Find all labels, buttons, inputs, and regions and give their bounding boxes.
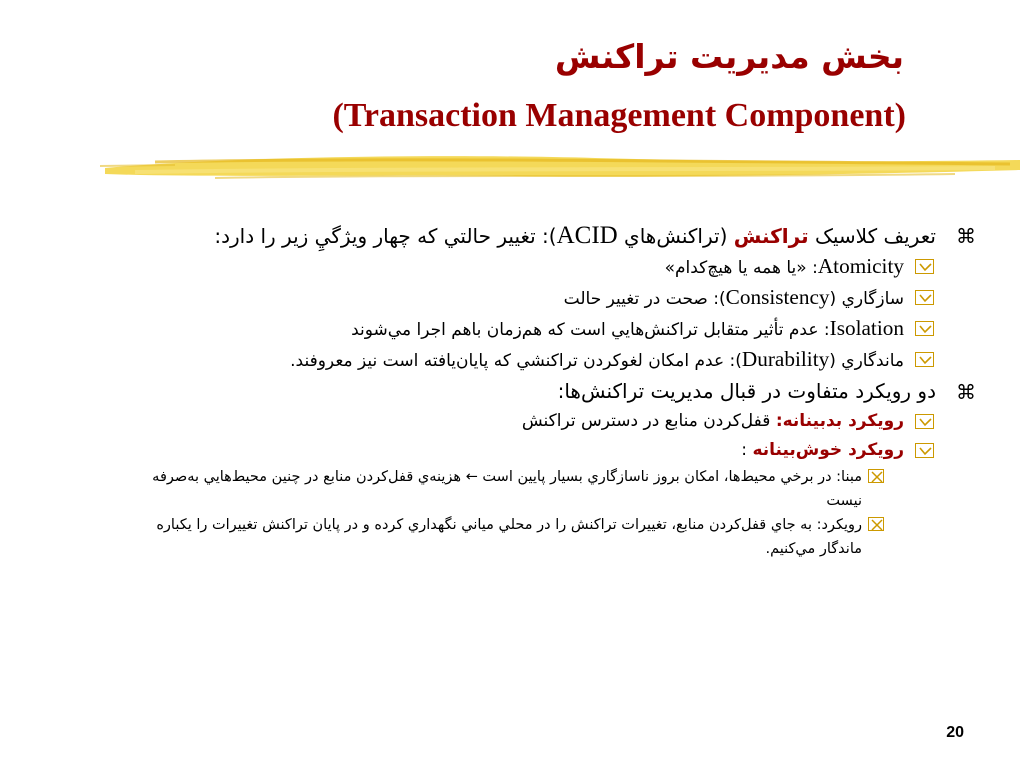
bullet-durability — [124, 345, 904, 376]
isolation-term: Isolation — [829, 316, 904, 340]
optimistic-text: : — [741, 440, 753, 460]
z-bullet-icon: ⌘ — [956, 380, 976, 404]
isolation-desc: : عدم تأثير متقابل تراكنش‌هايي است كه هم‌زمان باهم اجرا مي‌شوند — [351, 320, 830, 340]
checkbox-tick-icon — [915, 321, 934, 336]
bullet-optimistic-approach — [124, 513, 862, 561]
bullet-pessimistic — [124, 407, 904, 436]
optimistic-label: رويكرد خوش‌بينانه — [752, 440, 904, 460]
checkbox-tick-icon — [915, 352, 934, 367]
bullet-optimistic-basis — [124, 465, 862, 513]
consistency-term: Consistency — [725, 285, 830, 309]
acid-acronym: ACID — [556, 222, 618, 249]
durability-pre: ماندگاري ( — [829, 351, 904, 371]
bullet-acid-definition — [124, 220, 976, 252]
durability-desc: ): عدم امكان لغوكردن تراكنشي كه پايان‌يافته است نيز معروفند. — [290, 351, 742, 371]
acid-suffix-text: ): تغيير حالتي كه چهار ويژگيِ زير را دارد: — [214, 224, 557, 248]
checkbox-tick-icon — [915, 290, 934, 305]
optimistic-approach-text: رويكرد: به جاي قفل‌كردن منابع، تغييرات تراكنش را در محلي مياني نگهداري كرده و در پايان تراكنش تغييرات را يكباره ماندگار مي‌كنيم. — [156, 517, 862, 557]
checkbox-x-icon — [868, 469, 884, 483]
slide-title-persian: بخش مديريت تراكنش — [554, 37, 904, 76]
bullet-optimistic — [124, 436, 904, 465]
approaches-heading: دو رويكرد متفاوت در قبال مديريت تراكنش‌ها: — [557, 379, 936, 403]
pessimistic-text: قفل‌كردن منابع در دسترس تراكنش — [521, 411, 776, 431]
acid-highlight-term: تراكنش — [733, 224, 809, 248]
bullet-isolation — [124, 314, 904, 345]
atomicity-desc: : «يا همه يا هيچ‌كدام» — [664, 258, 818, 278]
consistency-desc: ): صحت در تغيير حالت — [563, 289, 726, 309]
checkbox-x-icon — [868, 517, 884, 531]
yellow-brush-divider — [95, 148, 1024, 188]
slide-content — [124, 220, 984, 561]
atomicity-term: Atomicity — [817, 254, 904, 278]
checkbox-tick-icon — [915, 259, 934, 274]
pessimistic-label: رويكرد بدبينانه: — [775, 411, 904, 431]
checkbox-tick-icon — [915, 414, 934, 429]
bullet-atomicity — [124, 252, 904, 283]
durability-term: Durability — [741, 347, 830, 371]
consistency-pre: سازگاري ( — [829, 289, 904, 309]
page-number: 20 — [946, 724, 964, 741]
checkbox-tick-icon — [915, 443, 934, 458]
bullet-approaches — [124, 376, 976, 407]
bullet-consistency — [124, 283, 904, 314]
acid-mid-text: (تراكنش‌هاي — [617, 224, 734, 248]
slide-title-english: (Transaction Management Component) — [332, 97, 906, 134]
z-bullet-icon: ⌘ — [956, 224, 976, 248]
optimistic-basis-text: مبنا: در برخي محيط‌ها، امكان بروز ناسازگاري بسيار پايين است ← هزينه‌ي قفل‌كردن منابع در چنين محيط‌هايي به‌صرفه نيست — [152, 469, 862, 509]
acid-prefix-text: تعريف كلاسيک — [808, 224, 936, 248]
